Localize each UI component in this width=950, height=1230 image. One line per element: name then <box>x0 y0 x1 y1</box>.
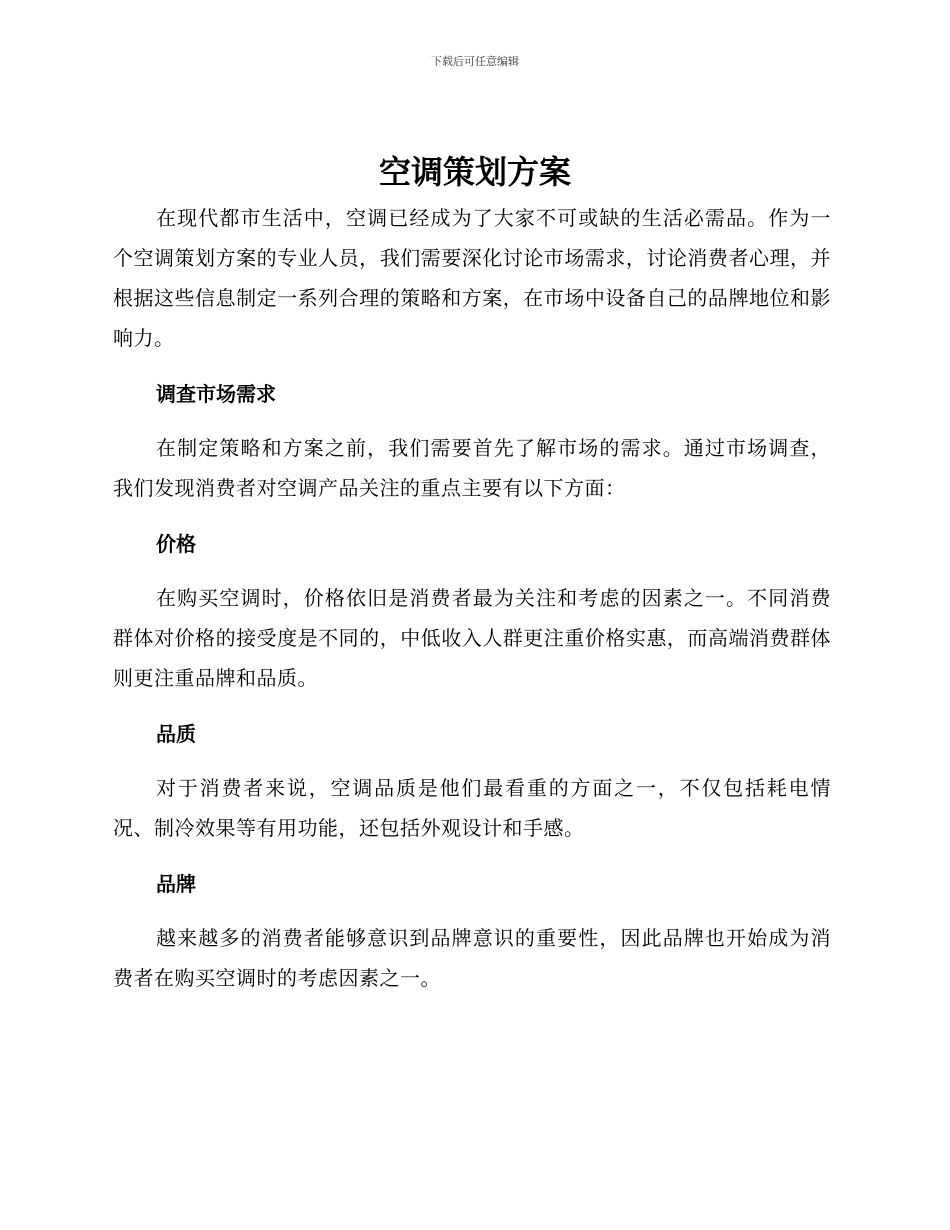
section-heading-quality: 品质 <box>156 722 196 746</box>
section-paragraph-market-demand: 在制定策略和方案之前，我们需要首先了解市场的需求。通过市场调查，我们发现消费者对空调产品关注的重点主要有以下方面： <box>113 436 831 500</box>
document-title: 空调策划方案 <box>378 153 571 191</box>
section-paragraph-price: 在购买空调时，价格依旧是消费者最为关注和考虑的因素之一。不同消费群体对价格的接受度是不同的，中低收入人群更注重价格实惠，而高端消费群体则更注重品牌和品质。 <box>113 586 831 690</box>
section-paragraph-quality: 对于消费者来说，空调品质是他们最看重的方面之一，不仅包括耗电情况、制冷效果等有用功能，还包括外观设计和手感。 <box>113 776 831 840</box>
section-heading-brand: 品牌 <box>156 872 196 896</box>
header-note: 下载后可任意编辑 <box>431 55 519 68</box>
document-body <box>113 198 831 1014</box>
intro-paragraph: 在现代都市生活中，空调已经成为了大家不可或缺的生活必需品。作为一个空调策划方案的专业人员，我们需要深化讨论市场需求，讨论消费者心理，并根据这些信息制定一系列合理的策略和方案，在市场中设备自己的品牌地位和影响力。 <box>113 206 831 350</box>
section-heading-price: 价格 <box>156 532 196 556</box>
section-heading-market-demand: 调查市场需求 <box>156 382 276 406</box>
section-paragraph-brand: 越来越多的消费者能够意识到品牌意识的重要性，因此品牌也开始成为消费者在购买空调时的考虑因素之一。 <box>113 926 831 990</box>
